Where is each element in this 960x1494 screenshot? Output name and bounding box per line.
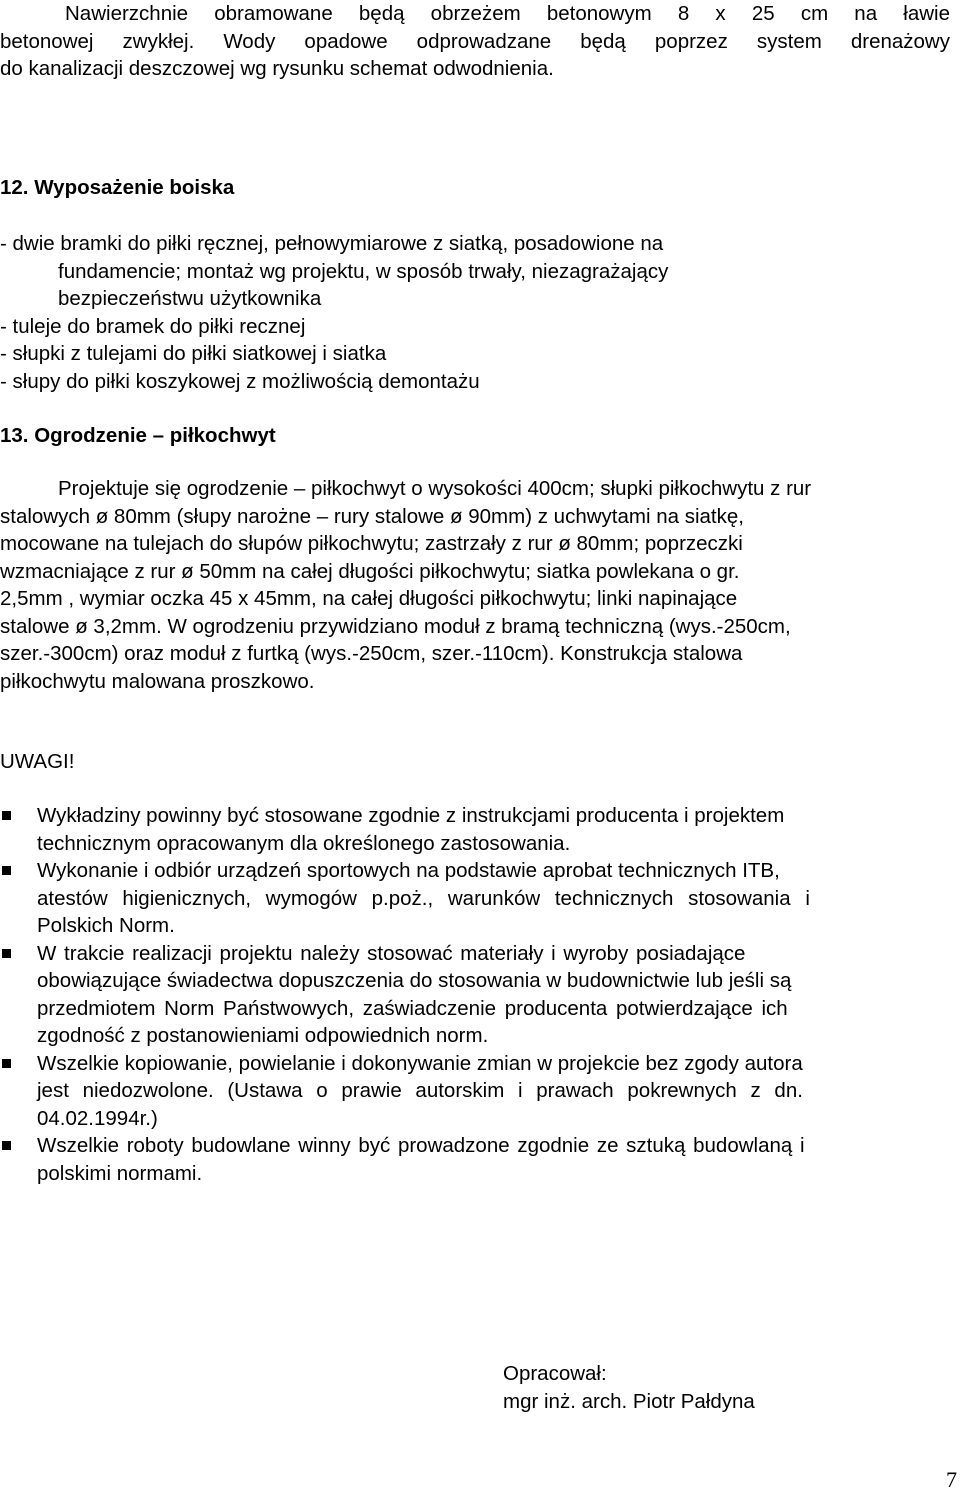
square-bullet-icon [2,811,11,820]
bullet-line: obowiązujące świadectwa dopuszczenia do stosowania w budownictwie lub jeśli są [37,969,792,992]
bullet-line: atestów higienicznych, wymogów p.poż., warunków technicznych stosowania i [37,886,810,910]
section-12-list [0,230,900,395]
list-item: - słupki z tulejami do piłki siatkowej i siatka [0,342,387,365]
section-13-heading: 13. Ogrodzenie – piłkochwyt [0,424,276,447]
bullet-item [0,1050,960,1133]
paragraph-line: Projektuje się ogrodzenie – piłkochwyt o wysokości 400cm; słupki piłkochwytu z rur [58,477,812,500]
page-number: 7 [946,1467,957,1492]
list-item: fundamencie; montaż wg projektu, w sposób trwały, niezagrażający [58,259,669,283]
section-13-paragraph [0,475,950,695]
signature-label: Opracował: [503,1362,607,1385]
bullet-item [0,857,960,940]
bullet-line: technicznym opracowanym dla określonego zastosowania. [37,831,571,855]
intro-line: betonowej zwykłej. Wody opadowe odprowadzane będą poprzez system drenażowy [0,29,950,53]
bullet-line: przedmiotem Norm Państwowych, zaświadczenie producenta potwierdzające ich [37,996,788,1020]
paragraph-line: stalowych ø 80mm (słupy narożne – rury stalowe ø 90mm) z uchwytami na siatkę, [0,504,744,528]
paragraph-line: mocowane na tulejach do słupów piłkochwytu; zastrzały z rur ø 80mm; poprzeczki [0,532,743,555]
square-bullet-icon [2,1059,11,1068]
bullet-line: Wszelkie roboty budowlane winny być prowadzone zgodnie ze sztuką budowlaną i [37,1134,805,1157]
paragraph-line: szer.-300cm) oraz moduł z furtką (wys.-250cm, szer.-110cm). Konstrukcja stalowa [0,642,743,665]
paragraph-line: piłkochwytu malowana proszkowo. [0,669,315,693]
bullet-line: Wszelkie kopiowanie, powielanie i dokonywanie zmian w projekcie bez zgody autora [37,1051,803,1075]
uwagi-bullet-list [0,802,960,1187]
bullet-line: 04.02.1994r.) [37,1106,158,1130]
bullet-line: W trakcie realizacji projektu należy stosować materiały i wyroby posiadające [37,941,746,965]
bullet-item [0,940,960,1050]
signature-block [503,1360,755,1416]
uwagi-label: UWAGI! [0,750,75,773]
bullet-line: zgodność z postanowieniami odpowiednich norm. [37,1024,489,1047]
square-bullet-icon [2,866,11,875]
list-item: - tuleje do bramek do piłki recznej [0,314,306,338]
bullet-item [0,1132,960,1187]
bullet-line: Polskich Norm. [37,914,175,937]
bullet-line: Wykładziny powinny być stosowane zgodnie z instrukcjami producenta i projektem [37,804,785,827]
bullet-line: Wykonanie i odbiór urządzeń sportowych na podstawie aprobat technicznych ITB, [37,859,780,882]
paragraph-line: 2,5mm , wymiar oczka 45 x 45mm, na całej długości piłkochwytu; linki napinające [0,587,738,610]
list-item: - słupy do piłki koszykowej z możliwością demontażu [0,369,480,393]
paragraph-line: wzmacniające z rur ø 50mm na całej długości piłkochwytu; siatka powlekana o gr. [0,559,740,583]
intro-line: do kanalizacji deszczowej wg rysunku schemat odwodnienia. [0,57,554,80]
section-12-heading: 12. Wyposażenie boiska [0,176,235,199]
bullet-item [0,802,960,857]
intro-paragraph [0,0,950,83]
signature-author: mgr inż. arch. Piotr Pałdyna [503,1390,755,1413]
paragraph-line: stalowe ø 3,2mm. W ogrodzeniu przywidziano moduł z bramą techniczną (wys.-250cm, [0,614,791,638]
intro-line: Nawierzchnie obramowane będą obrzeżem betonowym 8 x 25 cm na ławie [65,2,950,25]
square-bullet-icon [2,1141,11,1150]
list-item: - dwie bramki do piłki ręcznej, pełnowymiarowe z siatką, posadowione na [0,232,664,255]
bullet-line: polskimi normami. [37,1161,203,1185]
list-item: bezpieczeństwu użytkownika [58,287,322,310]
square-bullet-icon [2,949,11,958]
bullet-line: jest niedozwolone. (Ustawa o prawie autorskim i prawach pokrewnych z dn. [37,1079,803,1102]
